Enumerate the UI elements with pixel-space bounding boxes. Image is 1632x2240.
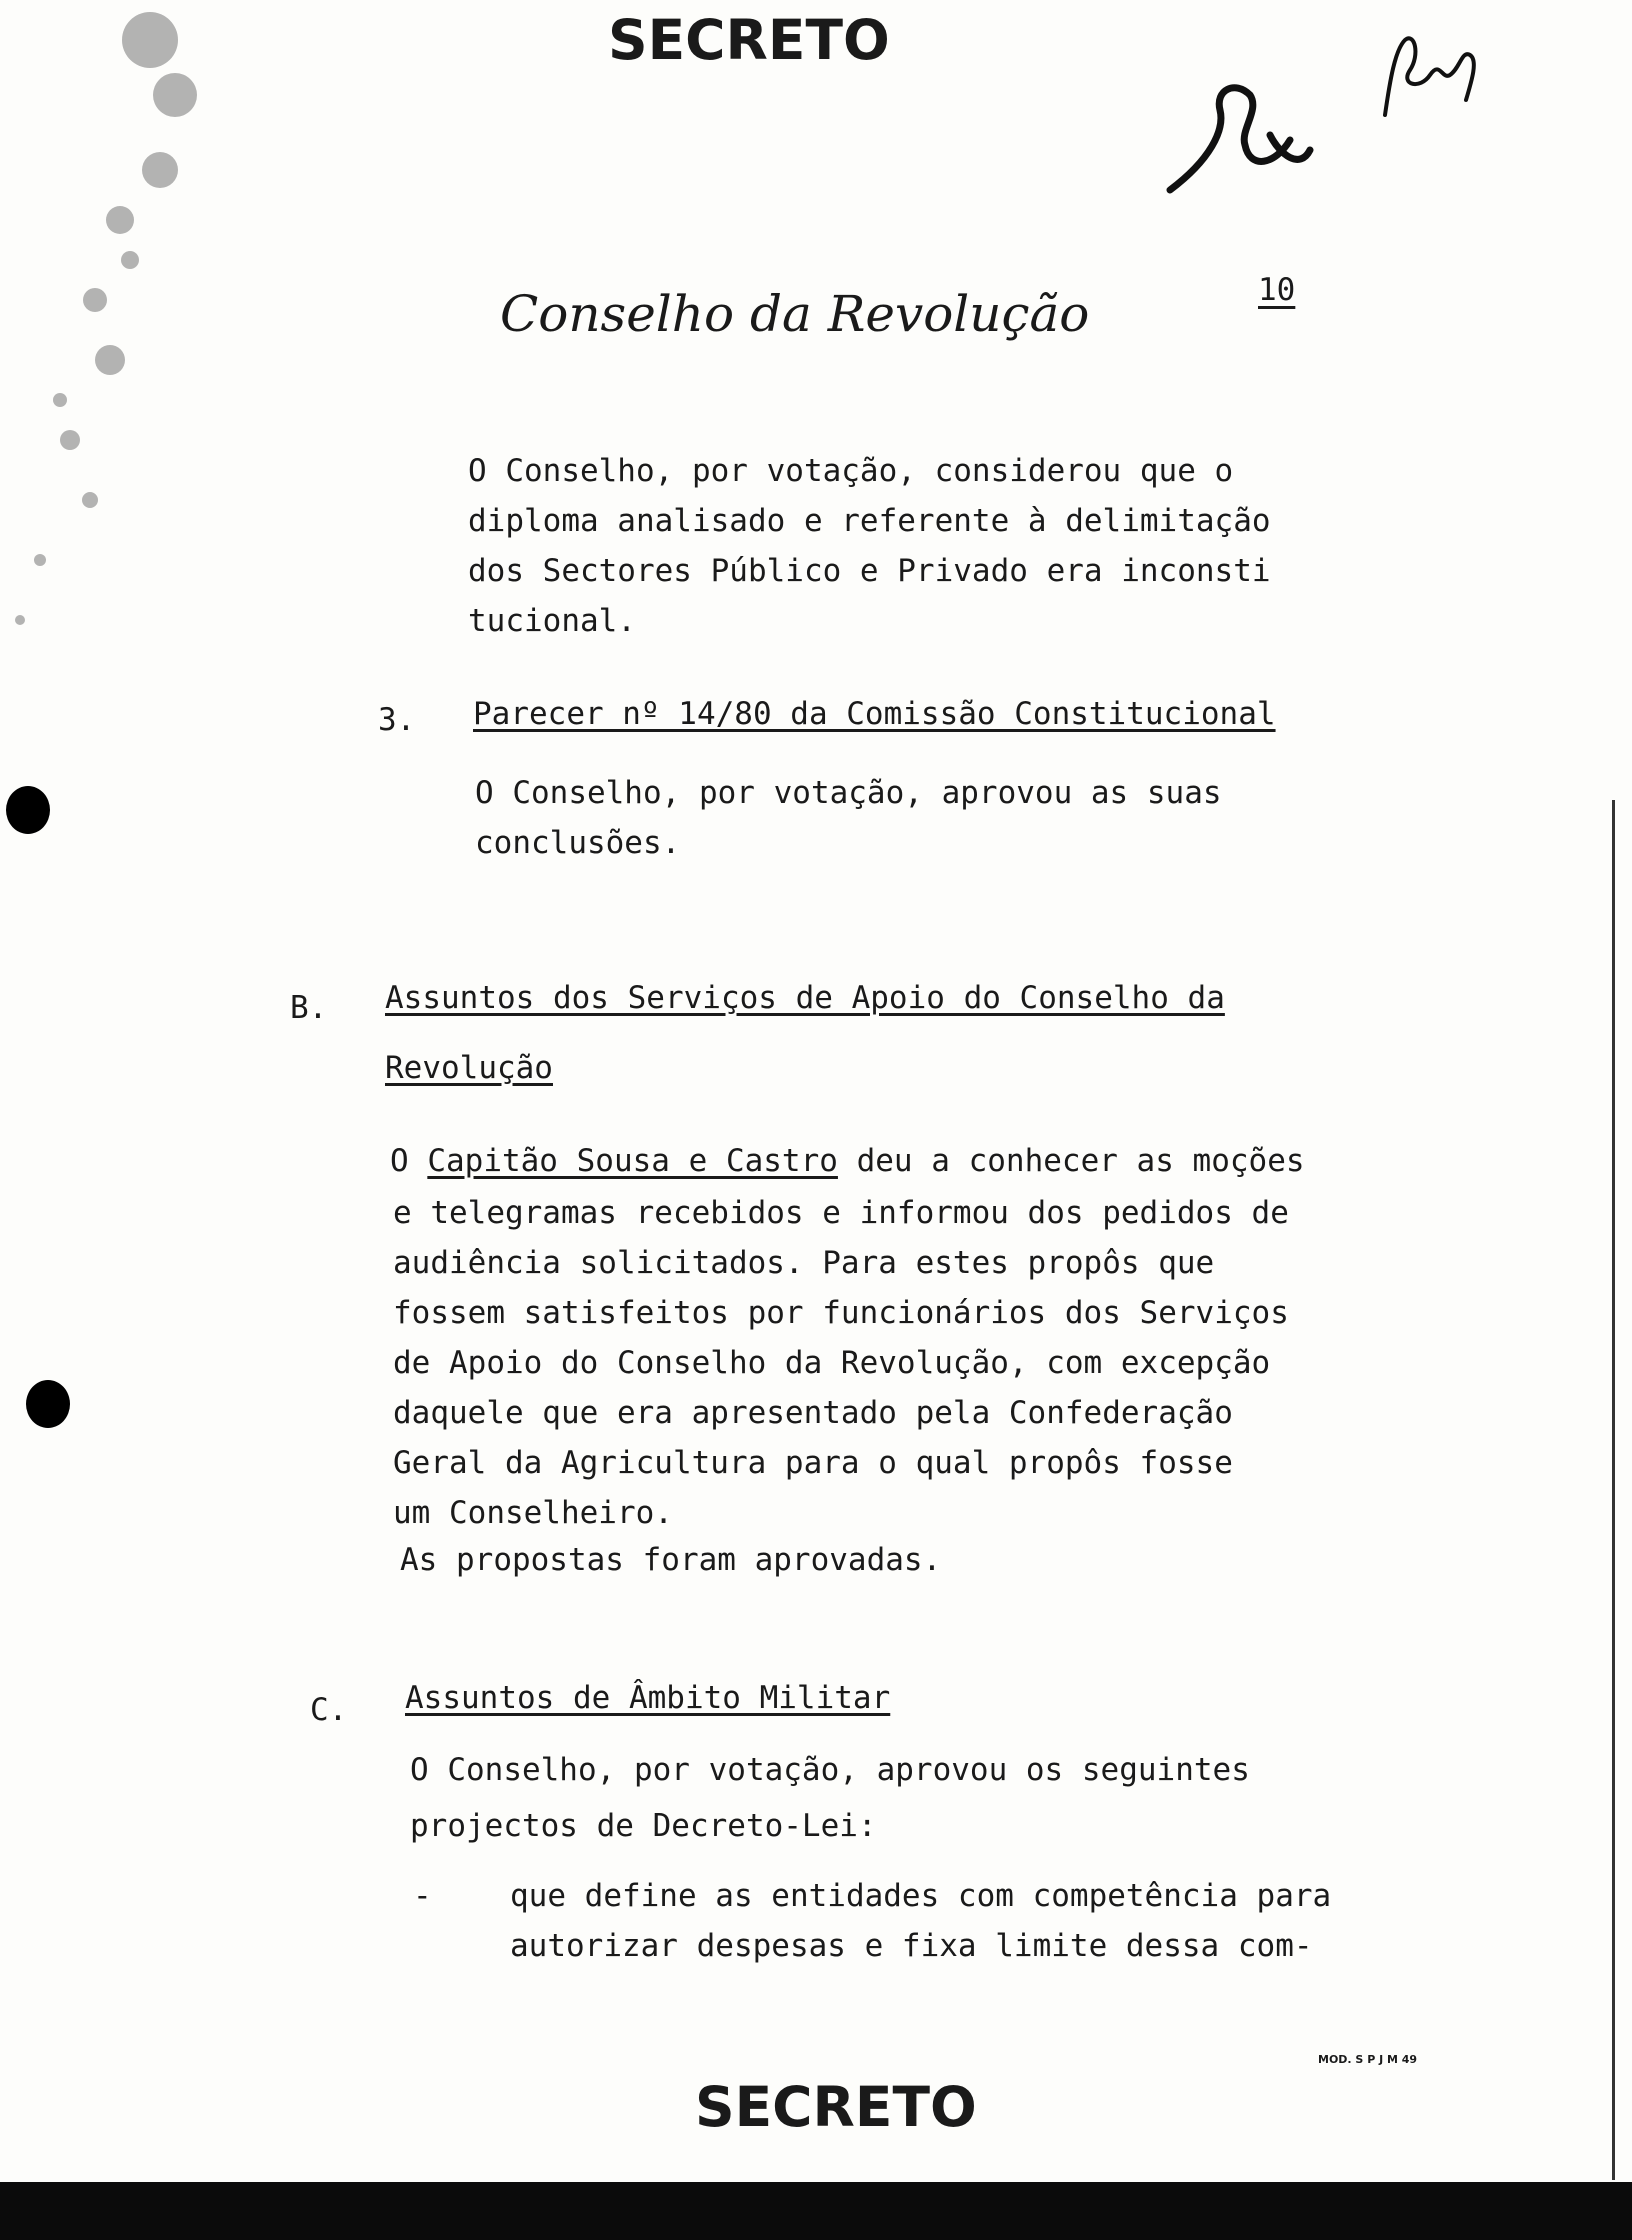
text-line: tucional. — [468, 603, 636, 639]
form-code: MOD. S P J M 49 — [1318, 2053, 1418, 2066]
scan-bottom-edge — [0, 2182, 1632, 2240]
item-marker: B. — [290, 990, 328, 1026]
text-line: Geral da Agricultura para o qual propôs fosse — [393, 1445, 1233, 1481]
item-marker: C. — [310, 1692, 348, 1728]
text-fragment: deu a conhecer as moções — [837, 1143, 1305, 1179]
punch-hole-bottom — [26, 1380, 70, 1428]
punch-hole-top — [6, 786, 50, 834]
handwritten-initials — [1370, 20, 1490, 130]
text-line: de Apoio do Conselho da Revolução, com excepção — [393, 1345, 1271, 1381]
text-line: conclusões. — [475, 825, 681, 861]
item-heading: Parecer nº 14/80 da Comissão Constitucional — [473, 696, 1276, 732]
bullet-line: que define as entidades com competência para — [510, 1878, 1332, 1914]
classification-stamp-top: SECRETO — [608, 8, 890, 72]
text-line: fossem satisfeitos por funcionários dos Serviços — [393, 1295, 1289, 1331]
person-name: Capitão Sousa e Castro — [427, 1143, 838, 1179]
item-heading: Assuntos dos Serviços de Apoio do Conselho da — [385, 980, 1225, 1016]
handwritten-signature — [1150, 60, 1320, 200]
page-number: 10 — [1258, 272, 1296, 308]
text-fragment: O — [390, 1143, 428, 1179]
letterhead: Conselho da Revolução — [500, 285, 1090, 343]
text-line: O Conselho, por votação, aprovou os seguintes — [410, 1752, 1250, 1788]
text-line: e telegramas recebidos e informou dos pedidos de — [393, 1195, 1289, 1231]
bullet-marker: - — [413, 1878, 432, 1914]
text-line — [390, 1143, 1305, 1179]
text-line: audiência solicitados. Para estes propôs que — [393, 1245, 1215, 1281]
text-line: dos Sectores Público e Privado era inconsti — [468, 553, 1271, 589]
text-line: daquele que era apresentado pela Confederação — [393, 1395, 1233, 1431]
item-heading-continued: Revolução — [385, 1050, 553, 1086]
bullet-line: autorizar despesas e fixa limite dessa com- — [510, 1928, 1313, 1964]
text-line: um Conselheiro. — [393, 1495, 673, 1531]
text-line: O Conselho, por votação, considerou que o — [468, 453, 1234, 489]
item-heading: Assuntos de Âmbito Militar — [405, 1680, 891, 1716]
classification-stamp-bottom: SECRETO — [695, 2075, 977, 2139]
text-line: projectos de Decreto-Lei: — [410, 1808, 877, 1844]
item-marker: 3. — [378, 702, 416, 738]
text-line: diploma analisado e referente à delimitação — [468, 503, 1271, 539]
scan-edge-line — [1612, 800, 1615, 2180]
text-line: O Conselho, por votação, aprovou as suas — [475, 775, 1222, 811]
scan-noise-left — [0, 0, 260, 700]
closing-line: As propostas foram aprovadas. — [400, 1542, 942, 1578]
